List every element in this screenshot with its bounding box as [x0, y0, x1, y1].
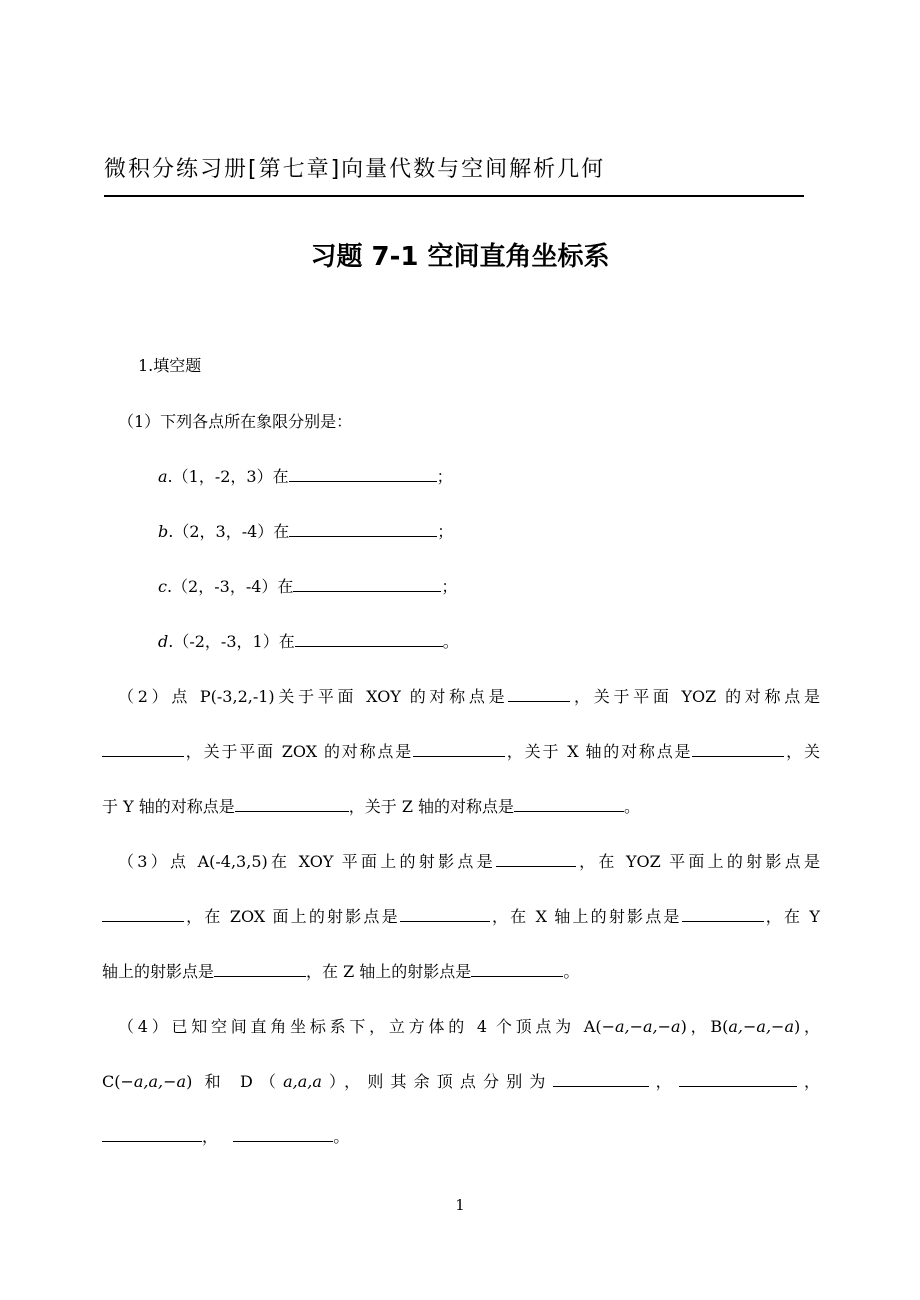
text: （4）已知空间直角坐标系下，立方体的 4 个顶点为 A( [118, 1017, 602, 1036]
answer-blank[interactable] [508, 687, 570, 702]
answer-blank[interactable] [289, 467, 437, 482]
text: （3）点 A(-4,3,5)在 XOY 平面上的射影点是 [118, 852, 496, 871]
item-b [158, 522, 453, 542]
answer-blank[interactable] [400, 907, 490, 922]
item-letter: c [158, 577, 167, 596]
item-text: .（2，-3，-4）在 [166, 577, 294, 596]
coordinate-d: a,a,a [283, 1072, 322, 1091]
sub-question-1-prompt: （1）下列各点所在象限分别是： [118, 412, 353, 431]
answer-blank[interactable] [553, 1072, 649, 1087]
text: 。 [563, 962, 580, 981]
item-end: ； [437, 522, 454, 541]
item-letter: d [158, 632, 169, 651]
item-text: .（1，-2，3）在 [167, 467, 289, 486]
item-end: ； [441, 577, 458, 596]
text: ，在 Y [763, 907, 820, 926]
item-text: .（2，3，-4）在 [168, 522, 290, 541]
answer-blank[interactable] [692, 742, 784, 757]
answer-blank[interactable] [514, 797, 624, 812]
coordinate-a: −a,−a,−a [601, 1017, 681, 1036]
answer-blank[interactable] [233, 1127, 333, 1142]
text: ， [648, 1072, 679, 1091]
answer-blank[interactable] [214, 962, 306, 977]
item-d [158, 632, 459, 652]
item-c [158, 577, 457, 597]
item-a [158, 467, 453, 487]
question-1-heading: 1.填空题 [138, 356, 202, 375]
answer-blank[interactable] [102, 907, 184, 922]
answer-blank[interactable] [679, 1072, 797, 1087]
item-end: 。 [442, 632, 459, 651]
text: ，关 [784, 742, 820, 761]
sub-question-4-line-3 [102, 1127, 349, 1147]
header-title: 微积分练习册[第七章]向量代数与空间解析几何 [104, 157, 606, 182]
header-rule [104, 195, 804, 197]
text: ，在 X 轴上的射影点是 [489, 907, 682, 926]
text: ， [202, 1127, 219, 1146]
text: ，关于 X 轴的对称点是 [505, 742, 693, 761]
answer-blank[interactable] [102, 742, 184, 757]
section-title: 习题 7-1 空间直角坐标系 [310, 242, 610, 272]
text: ，在 ZOX 面上的射影点是 [184, 907, 400, 926]
answer-blank[interactable] [413, 742, 505, 757]
sub-question-2-line-2 [102, 742, 820, 762]
text: ，关于平面 YOZ 的对称点是 [570, 687, 820, 706]
coordinate-b: a,−a,−a [728, 1017, 794, 1036]
item-letter: a [158, 467, 168, 486]
sub-question-3-line-3 [102, 962, 579, 982]
text: 轴上的射影点是 [102, 962, 215, 981]
text: )，B( [680, 1017, 729, 1036]
coordinate-c: −a,a,−a [120, 1072, 187, 1091]
text: 。 [624, 797, 641, 816]
sub-question-4-line-1 [118, 1017, 820, 1037]
text: 于 Y 轴的对称点是 [102, 797, 235, 816]
text: ，在 YOZ 平面上的射影点是 [575, 852, 820, 871]
text: ， [796, 1072, 820, 1091]
text: ，在 Z 轴上的射影点是 [306, 962, 472, 981]
answer-blank[interactable] [289, 522, 437, 537]
sub-question-4-line-2 [102, 1072, 820, 1092]
text: ，关于 Z 轴的对称点是 [348, 797, 515, 816]
text: （2）点 P(-3,2,-1)关于平面 XOY 的对称点是 [118, 687, 509, 706]
answer-blank[interactable] [496, 852, 576, 867]
answer-blank[interactable] [295, 632, 443, 647]
item-text: .（-2，-3，1）在 [168, 632, 295, 651]
answer-blank[interactable] [293, 577, 441, 592]
answer-blank[interactable] [471, 962, 563, 977]
sub-question-3-line-1 [118, 852, 820, 872]
text: 。 [333, 1127, 350, 1146]
sub-question-2-line-1 [118, 687, 820, 707]
item-letter: b [158, 522, 169, 541]
answer-blank[interactable] [235, 797, 349, 812]
text: ) 和 D（ [186, 1072, 284, 1091]
sub-question-3-line-2 [102, 907, 820, 927]
text: ，关于平面 ZOX 的对称点是 [184, 742, 414, 761]
sub-question-2-line-3 [102, 797, 640, 817]
text: ），则其余顶点分别为 [321, 1072, 553, 1091]
answer-blank[interactable] [682, 907, 764, 922]
text: )， [793, 1017, 820, 1036]
answer-blank[interactable] [102, 1127, 202, 1142]
item-end: ； [436, 467, 453, 486]
page-number: 1 [455, 1196, 465, 1214]
text: C( [102, 1072, 121, 1091]
